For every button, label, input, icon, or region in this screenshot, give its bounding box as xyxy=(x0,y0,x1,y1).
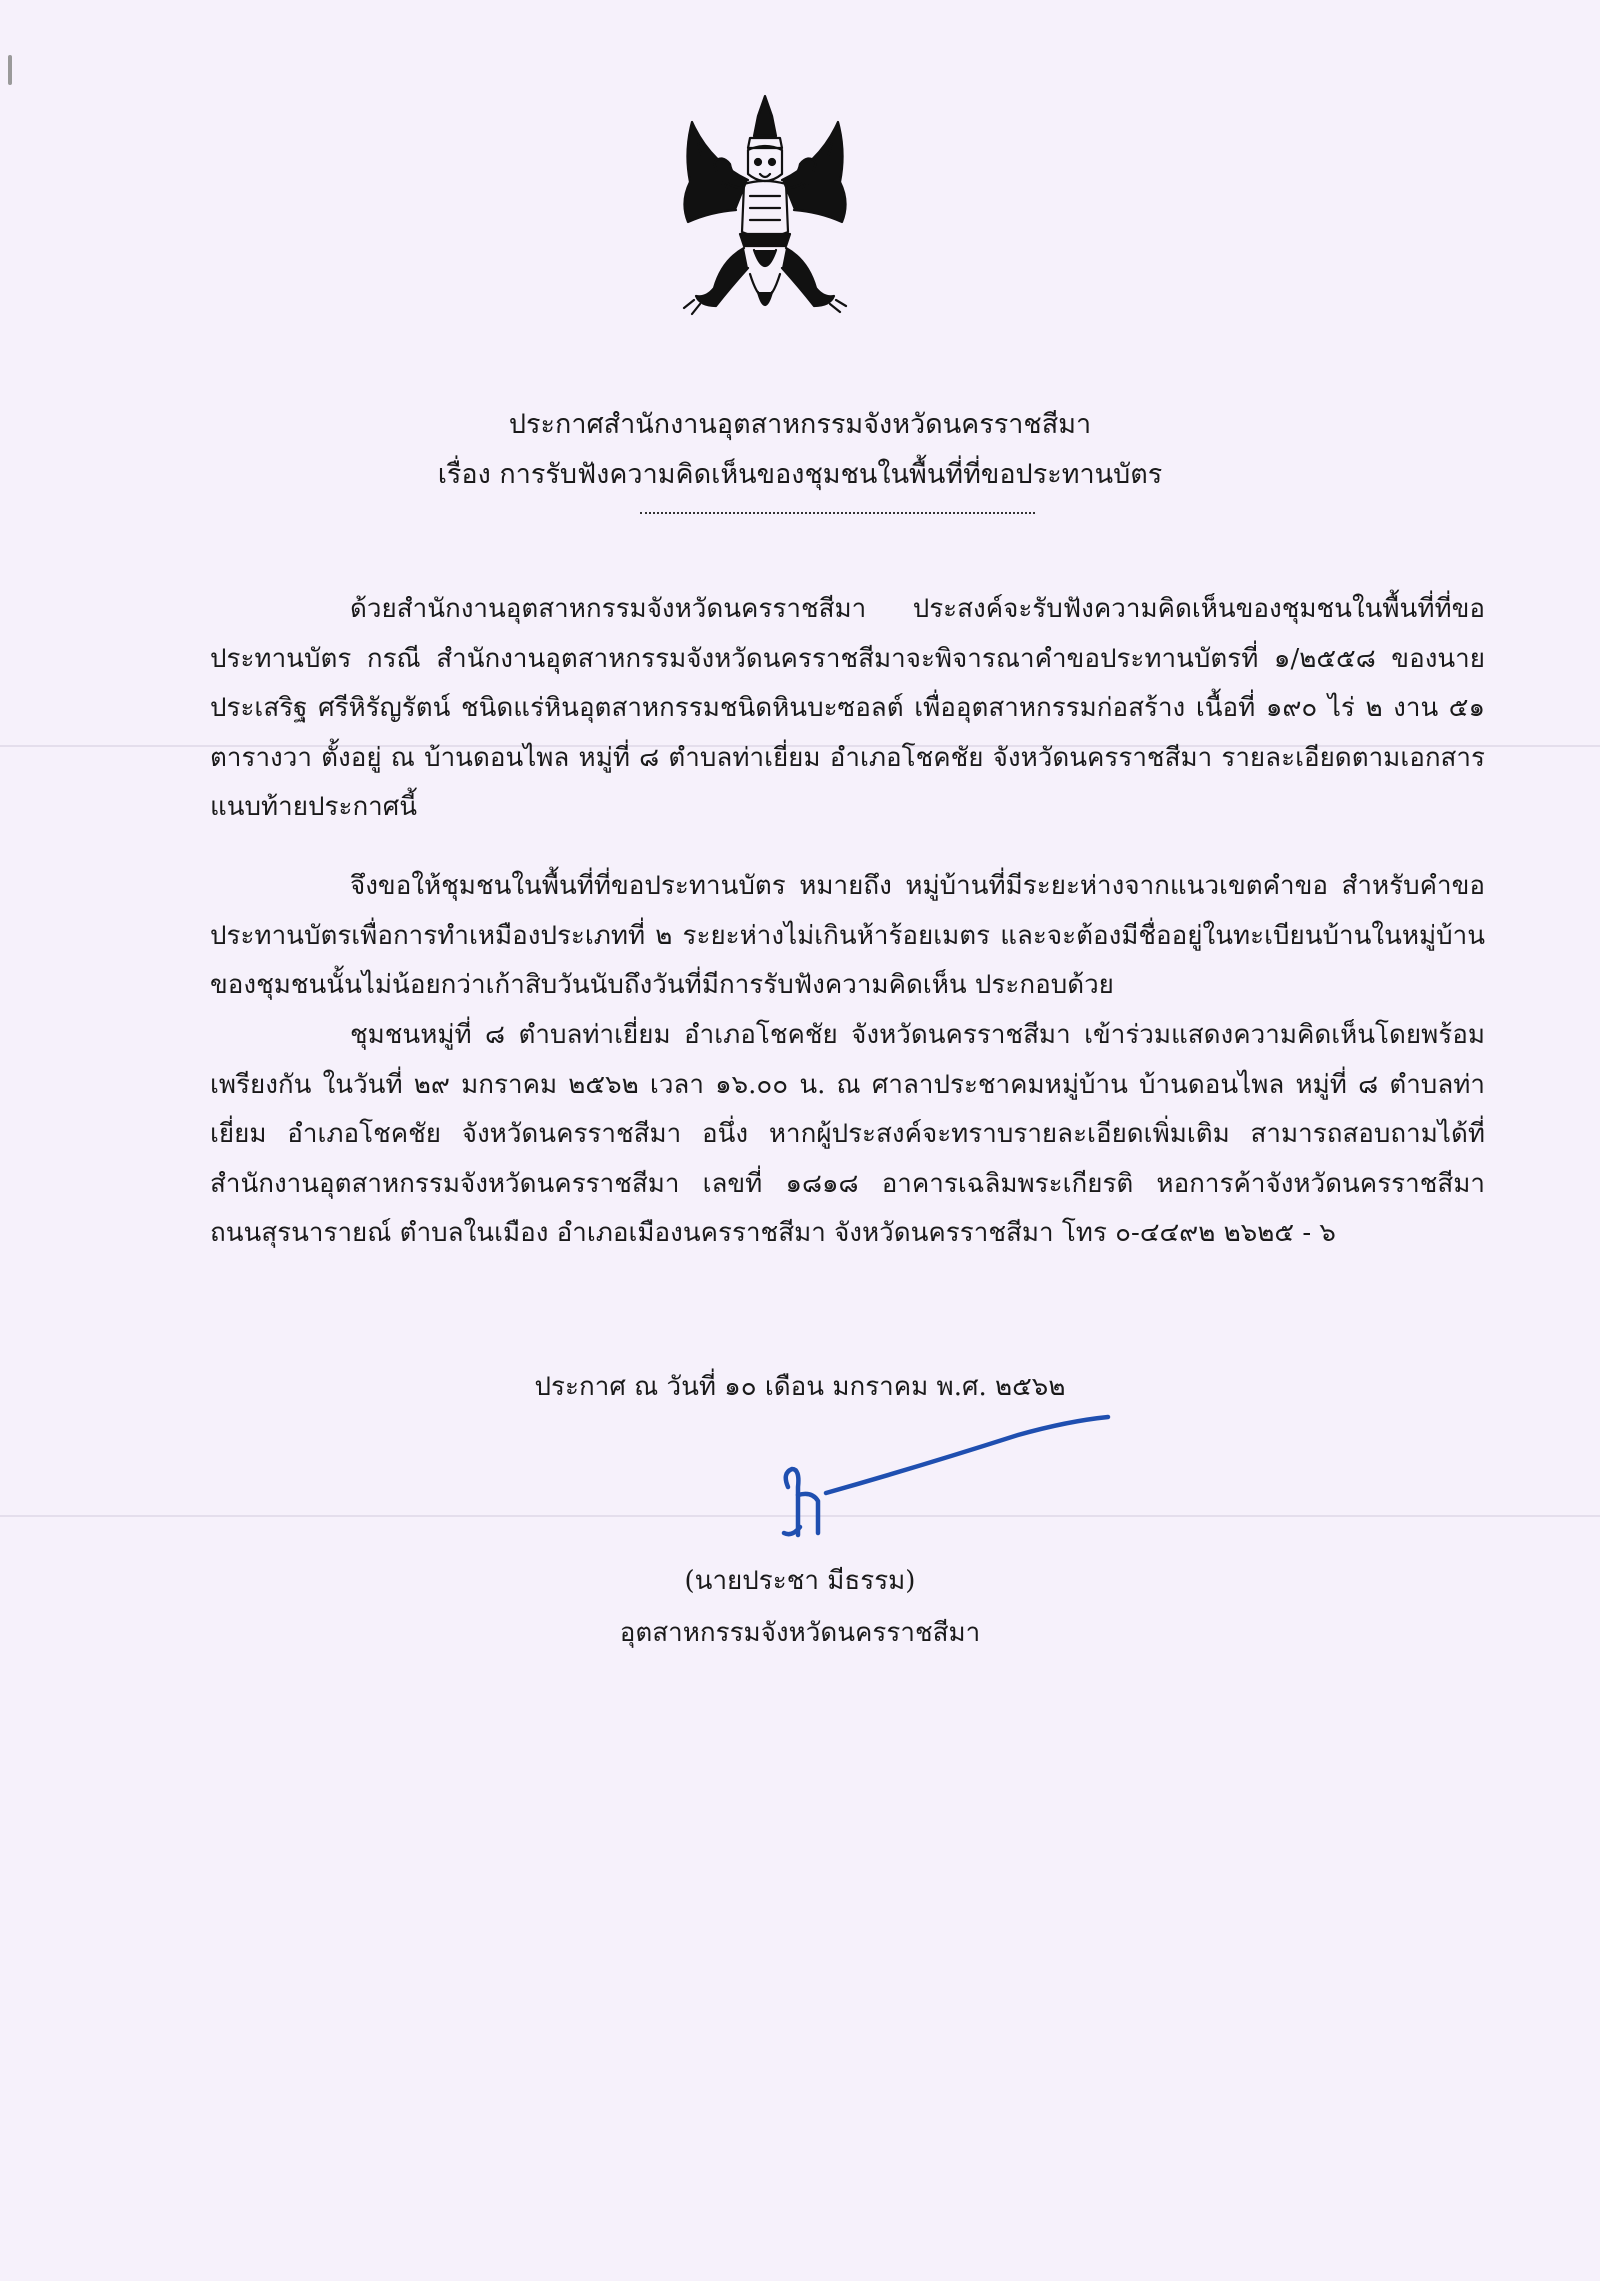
body-paragraph-3-text: ชุมชนหมู่ที่ ๘ ตำบลท่าเยี่ยม อำเภอโชคชัย จังหวัดนครราชสีมา เข้าร่วมแสดงความคิดเห็นโดยพร้อมเพรียงกัน ในวันที่ ๒๙ มกราคม ๒๕๖๒ เวลา ๑๖.๐๐ น. ณ ศาลาประชาคมหมู่บ้าน บ้านดอนไพล หมู่ที่ ๘ ตำบลท่าเยี่ยม อำเภอโชคชัย จังหวัดนครราชสีมา อนึ่ง หากผู้ประสงค์จะทราบรายละเอียดเพิ่มเติม สามารถสอบถามได้ที่ สำนักงานอุตสาหกรรมจังหวัดนครราชสีมา เลขที่ ๑๘๑๘ อาคารเฉลิมพระเกียรติ หอการค้าจังหวัดนครราชสีมา ถนนสุรนารายณ์ ตำบลในเมือง อำเภอเมืองนครราชสีมา จังหวัดนครราชสีมา โทร ๐-๔๔๙๒ ๒๖๒๕ - ๖ xyxy=(210,1020,1485,1248)
signatory-position: อุตสาหกรรมจังหวัดนครราชสีมา xyxy=(619,1618,981,1648)
title-separator xyxy=(640,512,1035,514)
scan-edge-mark xyxy=(8,55,12,85)
body-paragraph-2-text: จึงขอให้ชุมชนในพื้นที่ที่ขอประทานบัตร หมายถึง หมู่บ้านที่มีระยะห่างจากแนวเขตคำขอ สำหรับคำขอประทานบัตรเพื่อการทำเหมืองประเภทที่ ๒ ระยะห่างไม่เกินห้าร้อยเมตร และจะต้องมีชื่ออยู่ในทะเบียนบ้านในหมู่บ้านของชุมชนนั้นไม่น้อยกว่าเก้าสิบวันนับถึงวันที่มีการรับฟังความคิดเห็น ประกอบด้วย xyxy=(210,871,1485,1000)
garuda-emblem-icon xyxy=(670,92,860,330)
signatory-name: (นายประชา มีธรรม) xyxy=(684,1566,916,1596)
body-paragraph-3 xyxy=(210,1011,1485,1259)
announcement-date: ประกาศ ณ วันที่ ๑๐ เดือน มกราคม พ.ศ. ๒๕๖๒ xyxy=(534,1372,1066,1402)
announcement-title: ประกาศสำนักงานอุตสาหกรรมจังหวัดนครราชสีมา xyxy=(508,409,1092,440)
announcement-subject: เรื่อง การรับฟังความคิดเห็นของชุมชนในพื้นที่ที่ขอประทานบัตร xyxy=(437,459,1163,490)
body-paragraph-1 xyxy=(210,585,1485,833)
body-paragraph-1-text: ด้วยสำนักงานอุตสาหกรรมจังหวัดนครราชสีมา ประสงค์จะรับฟังความคิดเห็นของชุมชนในพื้นที่ที่ขอประทานบัตร กรณี สำนักงานอุตสาหกรรมจังหวัดนครราชสีมาจะพิจารณาคำขอประทานบัตรที่ ๑/๒๕๕๘ ของนายประเสริฐ ศรีหิรัญรัตน์ ชนิดแร่หินอุตสาหกรรมชนิดหินบะซอลต์ เพื่ออุตสาหกรรมก่อสร้าง เนื้อที่ ๑๙๐ ไร่ ๒ งาน ๕๑ ตารางวา ตั้งอยู่ ณ บ้านดอนไพล หมู่ที่ ๘ ตำบลท่าเยี่ยม อำเภอโชคชัย จังหวัดนครราชสีมา รายละเอียดตามเอกสารแนบท้ายประกาศนี้ xyxy=(210,594,1485,822)
signature-mark xyxy=(778,1395,1128,1545)
body-paragraph-2 xyxy=(210,862,1485,1011)
